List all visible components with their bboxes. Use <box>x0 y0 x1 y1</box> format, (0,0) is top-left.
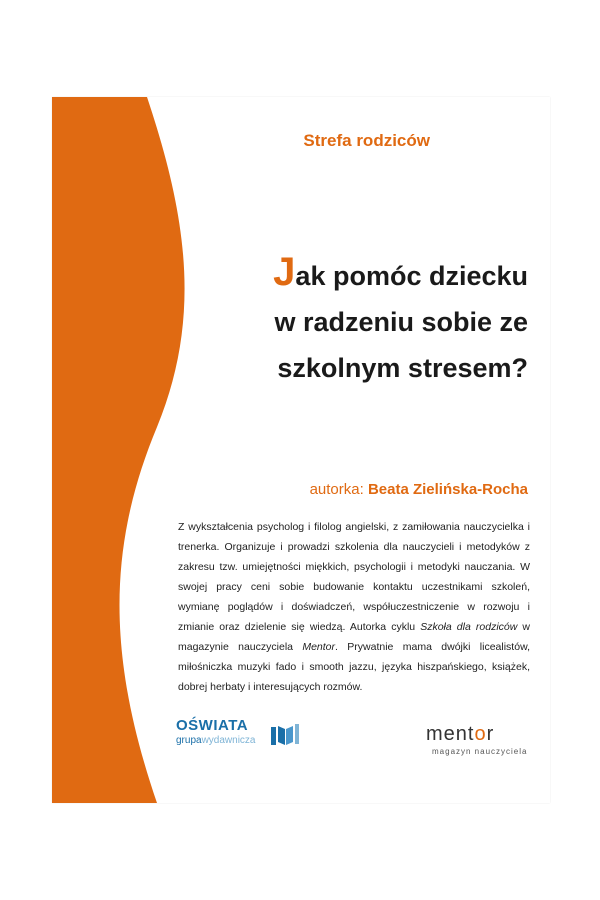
mentor-wordmark: mentor <box>426 723 495 745</box>
orange-wave-band <box>52 97 550 803</box>
author-prefix: autorka: <box>309 481 364 498</box>
cover-title <box>158 249 528 391</box>
mentor-magazine-logo <box>426 723 536 759</box>
title-line-2: w radzeniu sobie ze <box>274 307 528 337</box>
title-initial: J <box>273 250 296 294</box>
author-name: Beata Zielińska-Rocha <box>367 481 528 498</box>
mentor-subtitle: magazyn nauczyciela <box>432 747 528 756</box>
section-label: Strefa rodziców <box>303 131 430 150</box>
book-cover <box>52 97 550 803</box>
title-line-3: szkolnym stresem? <box>277 353 528 383</box>
publisher-name: OŚWIATA <box>176 717 249 734</box>
bio-series-title: Szkoła dla rodziców <box>420 621 518 633</box>
book-icon <box>271 721 299 747</box>
title-line-1: ak pomóc dziecku <box>295 261 528 291</box>
bio-magazine-title: Mentor <box>302 641 336 653</box>
author-line <box>310 481 528 498</box>
author-bio <box>178 517 530 697</box>
bio-part-3: . Prywatnie mama dwójki licealistów, miłośniczka muzyki fado i smooth jazzu, języka hiszpańskiego, książek, dobrej herbaty i interesujących rozmów. <box>178 641 530 693</box>
bio-part-2: w magazynie nauczyciela <box>178 621 531 653</box>
publisher-subtitle: grupawydawnicza <box>176 735 256 746</box>
oswiata-publisher-logo <box>176 717 296 757</box>
bio-part-1: Z wykształcenia psycholog i filolog angielski, z zamiłowania nauczycielka i trenerka. Organizuje i prowadzi szkolenia dla nauczycieli i metodyków z zakresu tzw. umiejętności miękkich, psychologii i metodyki nauczania. W swojej pracy ceni sobie budowanie kontaktu uczestnikami szkoleń, wymianę poglądów i doświadczeń, współuczestniczenie w rozwoju i zmianie oraz dzielenie się wiedzą. Autorka cyklu <box>178 521 530 633</box>
